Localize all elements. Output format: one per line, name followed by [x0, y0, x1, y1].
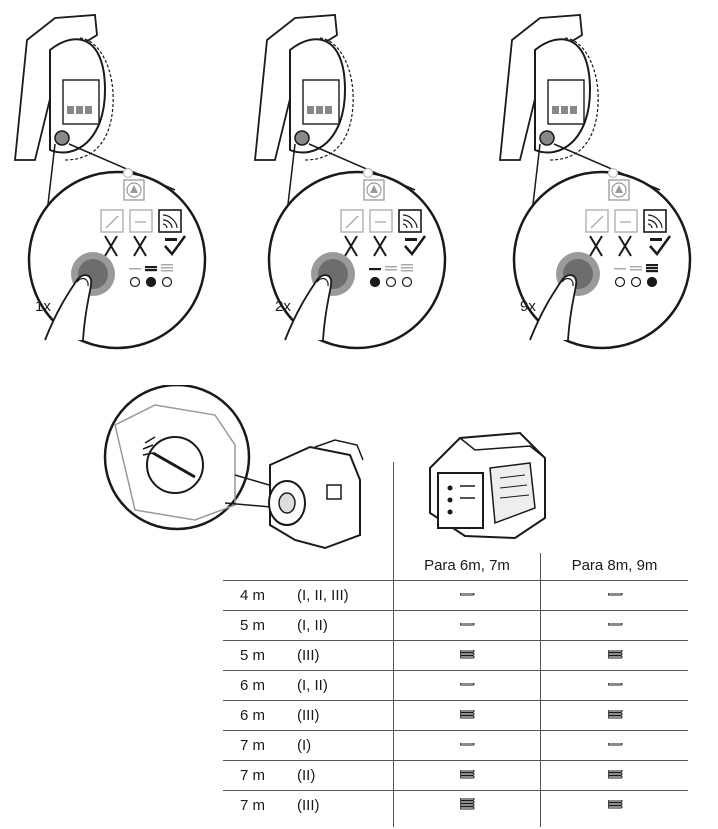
setting-8m-9m: [541, 641, 691, 670]
setting-6m-7m: [393, 581, 543, 610]
height-cell: 7 m: [240, 767, 266, 784]
level-indicator: [460, 683, 476, 688]
press-step-1: [5, 10, 230, 355]
level-indicator: [608, 743, 624, 748]
setting-6m-7m: [393, 791, 543, 820]
floors-cell: (III): [297, 707, 320, 724]
press-step-3: [490, 10, 715, 355]
setting-8m-9m: [541, 581, 691, 610]
setting-6m-7m: [393, 701, 543, 730]
floors-cell: (III): [297, 797, 320, 814]
level-indicator: [460, 770, 476, 781]
level-indicator: [608, 770, 624, 781]
level-indicator: [608, 623, 624, 628]
setting-6m-7m: [393, 611, 543, 640]
floors-cell: (I, II, III): [297, 587, 349, 604]
table-row: [223, 640, 688, 670]
height-cell: 6 m: [240, 707, 266, 724]
level-indicator: [608, 710, 624, 721]
level-indicator: [460, 623, 476, 628]
height-cell: 7 m: [240, 797, 266, 814]
setting-8m-9m: [541, 731, 691, 760]
height-cell: 4 m: [240, 587, 266, 604]
table-header-8m-9m: Para 8m, 9m: [571, 557, 658, 574]
floors-cell: (I, II): [297, 617, 328, 634]
table-row: [223, 730, 688, 760]
level-indicator: [608, 800, 624, 811]
floors-cell: (I): [297, 737, 312, 754]
height-cell: 6 m: [240, 677, 266, 694]
pump-closeup-illustration: [95, 385, 395, 555]
table-row: [223, 700, 688, 730]
height-cell: 5 m: [240, 647, 266, 664]
setting-8m-9m: [541, 671, 691, 700]
level-indicator: [608, 650, 624, 661]
setting-6m-7m: [393, 671, 543, 700]
table-row: [223, 760, 688, 790]
press-count-label: 2x: [275, 298, 291, 315]
press-count-label: 9x: [520, 298, 536, 315]
height-cell: 7 m: [240, 737, 266, 754]
height-cell: 5 m: [240, 617, 266, 634]
setting-8m-9m: [541, 701, 691, 730]
level-indicator: [608, 683, 624, 688]
level-indicator: [608, 593, 624, 598]
setting-6m-7m: [393, 731, 543, 760]
setting-8m-9m: [541, 791, 691, 820]
setting-6m-7m: [393, 641, 543, 670]
floors-cell: (I, II): [297, 677, 328, 694]
table-header-6m-7m: Para 6m, 7m: [424, 557, 510, 574]
press-count-label: 1x: [35, 298, 51, 315]
level-indicator: [460, 798, 476, 812]
press-step-2: [245, 10, 470, 355]
setting-6m-7m: [393, 761, 543, 790]
table-row: [223, 610, 688, 640]
level-indicator: [460, 743, 476, 748]
setting-8m-9m: [541, 761, 691, 790]
setting-8m-9m: [541, 611, 691, 640]
table-row: [223, 580, 688, 610]
floors-cell: (III): [297, 647, 320, 664]
floors-cell: (II): [297, 767, 316, 784]
table-row: [223, 790, 688, 820]
level-indicator: [460, 593, 476, 598]
level-indicator: [460, 710, 476, 721]
table-row: [223, 670, 688, 700]
level-indicator: [460, 650, 476, 661]
pump-front-illustration: [420, 428, 550, 543]
